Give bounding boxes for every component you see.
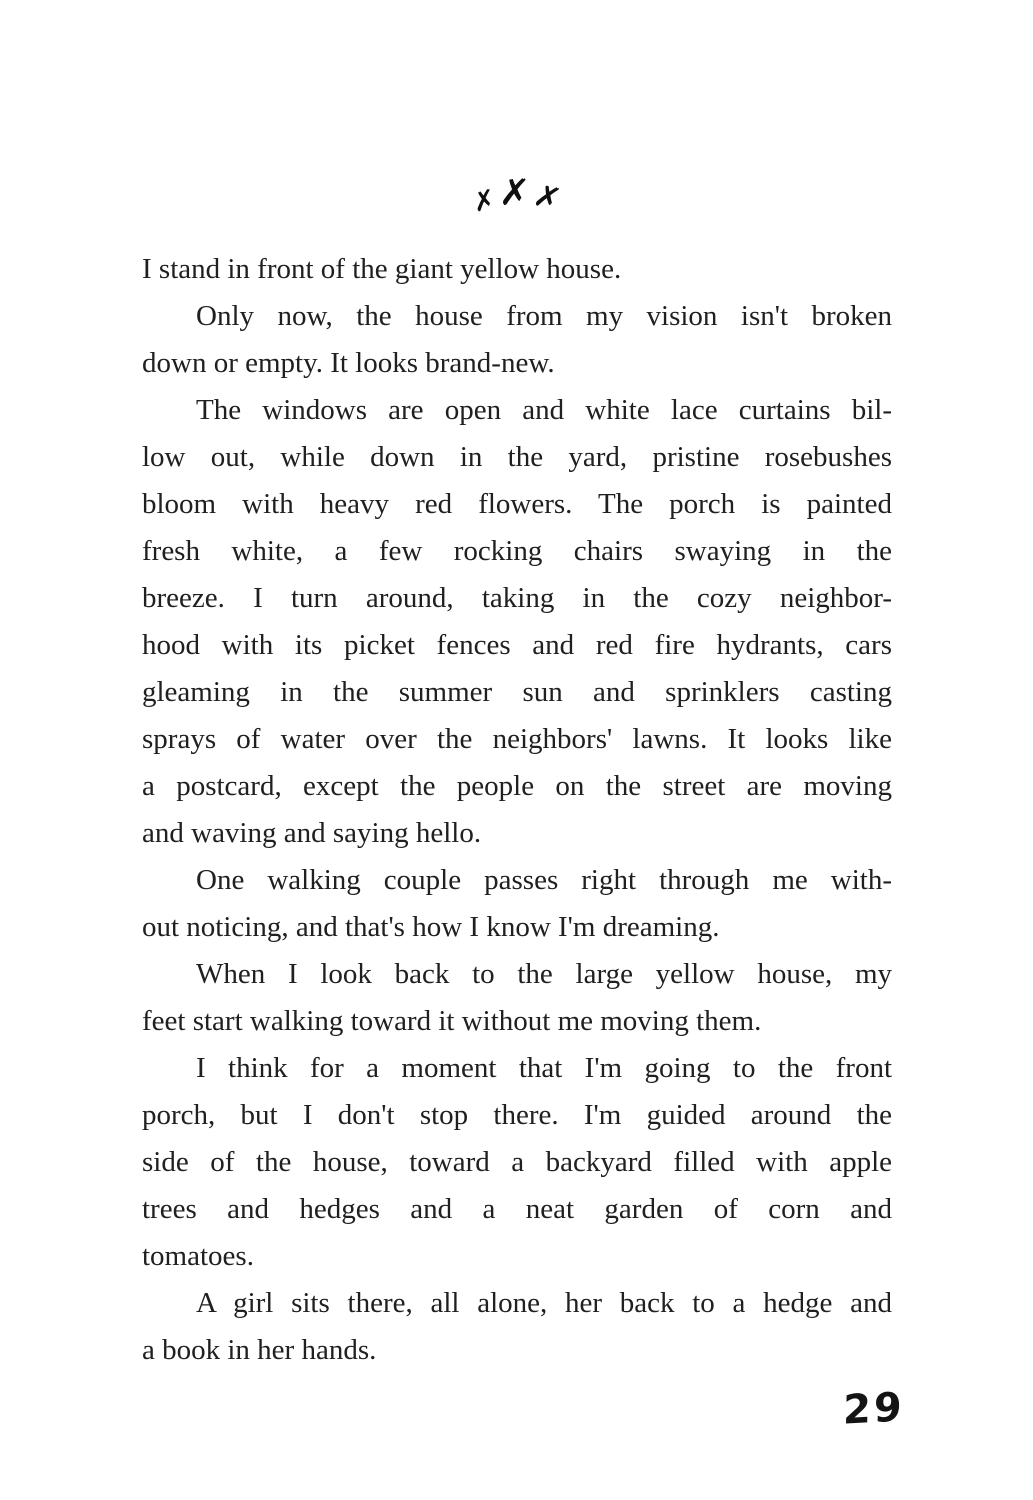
body-text <box>142 246 892 1374</box>
text-line: breeze. I turn around, taking in the cozy neighbor- <box>142 582 892 614</box>
text-line: trees and hedges and a neat garden of corn and <box>142 1193 892 1225</box>
text-line: side of the house, toward a backyard filled with apple <box>142 1146 892 1178</box>
text-line: low out, while down in the yard, pristine rosebushes <box>142 441 892 473</box>
page-number: 29 <box>842 1384 906 1434</box>
text-line: down or empty. It looks brand-new. <box>142 347 555 379</box>
text-line: tomatoes. <box>142 1240 254 1272</box>
text-line: out noticing, and that's how I know I'm dreaming. <box>142 911 720 943</box>
paragraph <box>142 387 892 857</box>
x-mark-icon: ✗ <box>469 183 499 219</box>
text-line: A girl sits there, all alone, her back to a hedge and <box>196 1287 892 1319</box>
paragraph <box>142 951 892 1045</box>
text-line: One walking couple passes right through me with- <box>196 864 892 896</box>
text-line: porch, but I don't stop there. I'm guided around the <box>142 1099 892 1131</box>
text-line: feet start walking toward it without me moving them. <box>142 1005 762 1037</box>
text-line: gleaming in the summer sun and sprinklers casting <box>142 676 892 708</box>
text-line: When I look back to the large yellow house, my <box>196 958 892 990</box>
text-line: hood with its picket fences and red fire hydrants, cars <box>142 629 892 661</box>
text-line: bloom with heavy red flowers. The porch is painted <box>142 488 892 520</box>
x-mark-icon: ✗ <box>498 170 532 215</box>
x-mark-icon: ✗ <box>530 177 566 219</box>
paragraph <box>142 1280 892 1374</box>
text-line: I stand in front of the giant yellow house. <box>142 253 622 285</box>
text-line: fresh white, a few rocking chairs swaying in the <box>142 535 892 567</box>
paragraph <box>142 1045 892 1280</box>
section-ornament <box>0 170 1033 219</box>
text-line: a book in her hands. <box>142 1334 377 1366</box>
text-line: Only now, the house from my vision isn't broken <box>196 300 892 332</box>
text-line: The windows are open and white lace curtains bil- <box>196 394 892 426</box>
text-line: a postcard, except the people on the street are moving <box>142 770 892 802</box>
text-line: and waving and saying hello. <box>142 817 482 849</box>
paragraph <box>142 293 892 387</box>
text-line: sprays of water over the neighbors' lawns. It looks like <box>142 723 892 755</box>
paragraph <box>142 246 892 293</box>
paragraph <box>142 857 892 951</box>
text-line: I think for a moment that I'm going to the front <box>196 1052 892 1084</box>
